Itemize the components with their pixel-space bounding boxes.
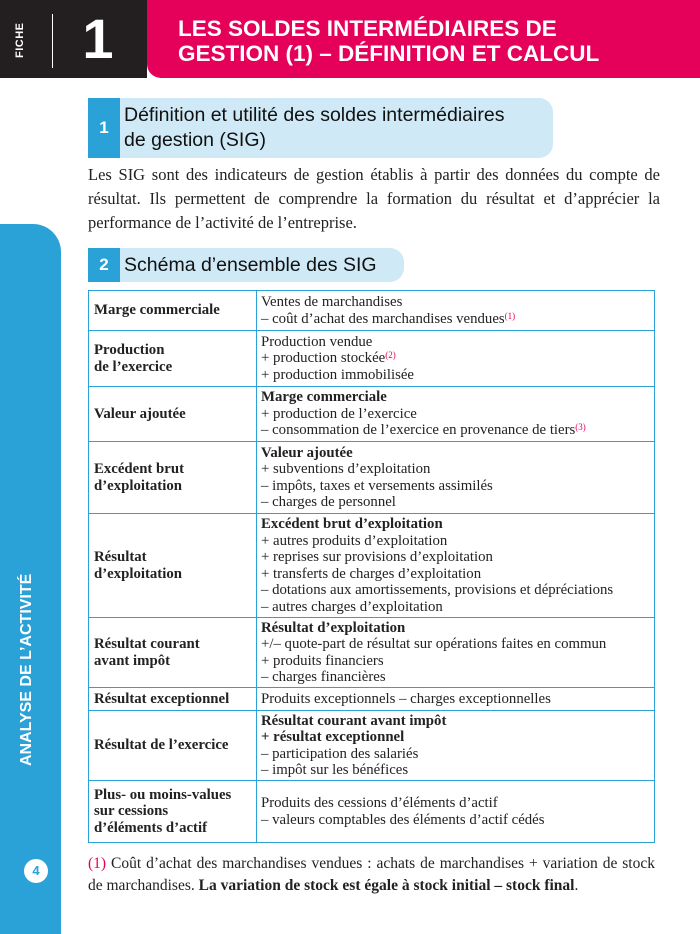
row-formula [257, 711, 655, 781]
section-1-title-line-2: de gestion (SIG) [124, 129, 266, 151]
row-label [89, 331, 257, 387]
table-row [89, 711, 655, 781]
formula-line [261, 582, 650, 599]
formula-line [261, 713, 650, 730]
formula-line [261, 350, 650, 367]
formula-line-text: Produits exceptionnels – charges exceptionnelles [261, 690, 551, 707]
formula-line-text: – charges de personnel [261, 494, 396, 510]
row-label-line: Plus- ou moins-values [94, 786, 232, 803]
page-title-line-2: GESTION (1) – DÉFINITION ET CALCUL [178, 41, 600, 66]
footnote-reference: (3) [575, 422, 586, 433]
sig-table [88, 290, 655, 843]
row-formula [257, 618, 655, 688]
row-label-line: Production [94, 342, 165, 358]
table-row [89, 688, 655, 711]
table-row [89, 442, 655, 514]
row-formula [257, 291, 655, 331]
footnote-reference: (2) [385, 350, 396, 361]
formula-line-text: Ventes de marchandises [261, 294, 403, 310]
formula-line [261, 367, 650, 384]
formula-line-text: – consommation de l’exercice en provenance de tiers [261, 422, 576, 439]
formula-line [261, 746, 650, 763]
row-formula [257, 781, 655, 843]
formula-line-text: + production de l’exercice [261, 405, 417, 422]
row-label-line: Valeur ajoutée [94, 405, 186, 422]
page-title-line-1: LES SOLDES INTERMÉDIAIRES DE [178, 16, 557, 41]
row-label [89, 387, 257, 442]
formula-line [261, 691, 650, 708]
footnote-bold-text: La variation de stock est égale à stock initial – stock final [198, 877, 575, 894]
formula-line-text: + produits financiers [261, 652, 384, 669]
row-label-line: Résultat courant [94, 636, 200, 652]
formula-line-text: – autres charges d’exploitation [261, 598, 443, 615]
row-label [89, 291, 257, 331]
row-label-line: Résultat [94, 549, 147, 565]
formula-line-text: +/– quote-part de résultat sur opérations faites en commun [261, 636, 607, 652]
formula-line [261, 762, 650, 779]
section-2-number: 2 [88, 248, 120, 282]
formula-line [261, 599, 650, 616]
fiche-label: FICHE [14, 22, 26, 58]
formula-line-text: – charges financières [261, 669, 386, 685]
row-label [89, 514, 257, 618]
section-2-title: Schéma d’ensemble des SIG [124, 254, 377, 276]
formula-line [261, 620, 650, 637]
formula-line [261, 636, 650, 653]
formula-line-text: – valeurs comptables des éléments d’actif cédés [261, 811, 545, 828]
formula-line-text: Résultat d’exploitation [261, 619, 406, 636]
formula-line [261, 494, 650, 511]
formula-line-text: Marge commerciale [261, 389, 387, 406]
formula-line [261, 549, 650, 566]
formula-line-text: Production vendue [261, 333, 373, 350]
footnote-end: . [574, 877, 579, 894]
row-label [89, 618, 257, 688]
page-title [178, 16, 688, 66]
row-label-line: sur cessions [94, 803, 169, 820]
footnote-reference: (1) [504, 310, 516, 321]
formula-line [261, 389, 650, 406]
formula-line-text: – impôts, taxes et versements assimilés [261, 477, 493, 494]
table-row [89, 291, 655, 331]
table-row [89, 781, 655, 843]
formula-line [261, 422, 650, 439]
footnote [88, 853, 655, 897]
page-number: 4 [24, 859, 48, 883]
row-formula [257, 514, 655, 618]
section-1-title-line-1: Définition et utilité des soldes intermédiaires [124, 104, 505, 126]
formula-line-text: + subventions d’exploitation [261, 461, 431, 477]
formula-line [261, 812, 650, 829]
formula-line [261, 478, 650, 495]
table-row [89, 331, 655, 387]
formula-line-text: Excédent brut d’exploitation [261, 516, 443, 532]
row-formula [257, 387, 655, 442]
formula-line-text: + transferts de charges d’exploitation [261, 565, 482, 582]
row-label-line: d’exploitation [94, 477, 182, 494]
row-label-line: Résultat de l’exercice [94, 737, 229, 754]
formula-line-text: – coût d’achat des marchandises vendues [261, 310, 505, 327]
row-label-line: Marge commerciale [94, 302, 220, 319]
row-label-line: d’exploitation [94, 565, 182, 582]
table-row [89, 387, 655, 442]
formula-line-text: + résultat exceptionnel [261, 729, 405, 745]
row-label-line: d’éléments d’actif [94, 819, 207, 836]
section-1-heading [88, 98, 553, 158]
section-1-title [124, 103, 504, 153]
formula-line [261, 566, 650, 583]
header-divider [52, 14, 53, 68]
formula-line-text: Résultat courant avant impôt [261, 712, 447, 729]
formula-line-text: + production immobilisée [261, 366, 415, 383]
formula-line-text: Valeur ajoutée [261, 444, 353, 461]
row-formula [257, 688, 655, 711]
formula-line-text: – participation des salariés [261, 745, 419, 762]
row-label [89, 442, 257, 514]
side-band-label: ANALYSE DE L’ACTIVITÉ [18, 573, 35, 767]
table-row [89, 514, 655, 618]
formula-line [261, 311, 650, 328]
formula-line [261, 516, 650, 533]
row-label-line: Résultat exceptionnel [94, 690, 230, 707]
formula-line [261, 445, 650, 462]
formula-line [261, 795, 650, 812]
row-label [89, 688, 257, 711]
formula-line-text: – dotations aux amortissements, provisions et dépréciations [261, 582, 614, 598]
formula-line [261, 406, 650, 423]
row-label [89, 781, 257, 843]
footnote-text: Coût d’achat des marchandises vendues : achats de marchandises + variation de stock de marchandises. [88, 855, 655, 894]
formula-line [261, 533, 650, 550]
formula-line [261, 334, 650, 351]
formula-line-text: + reprises sur provisions d’exploitation [261, 549, 493, 565]
footnote-marker: (1) [88, 855, 107, 872]
formula-line [261, 669, 650, 686]
formula-line-text: + autres produits d’exploitation [261, 532, 448, 549]
fiche-number: 1 [82, 7, 114, 70]
formula-line-text: – impôt sur les bénéfices [261, 762, 409, 778]
section-2-heading [88, 248, 404, 282]
row-label-line: Excédent brut [94, 461, 185, 477]
formula-line [261, 294, 650, 311]
formula-line-text: Produits des cessions d’éléments d’actif [261, 795, 498, 811]
header-badge [0, 0, 147, 78]
section-1-number: 1 [88, 98, 120, 158]
table-row [89, 618, 655, 688]
row-label [89, 711, 257, 781]
row-formula [257, 331, 655, 387]
formula-line [261, 461, 650, 478]
row-formula [257, 442, 655, 514]
row-label-line: de l’exercice [94, 358, 173, 375]
row-label-line: avant impôt [94, 652, 171, 669]
formula-line [261, 729, 650, 746]
section-1-paragraph: Les SIG sont des indicateurs de gestion établis à partir des données du compte de résultat. Ils permettent de comprendre la formation du résultat et d’apprécier la performance de l’activité de l’entreprise. [88, 165, 660, 232]
formula-line-text: + production stockée [261, 350, 386, 367]
formula-line [261, 653, 650, 670]
